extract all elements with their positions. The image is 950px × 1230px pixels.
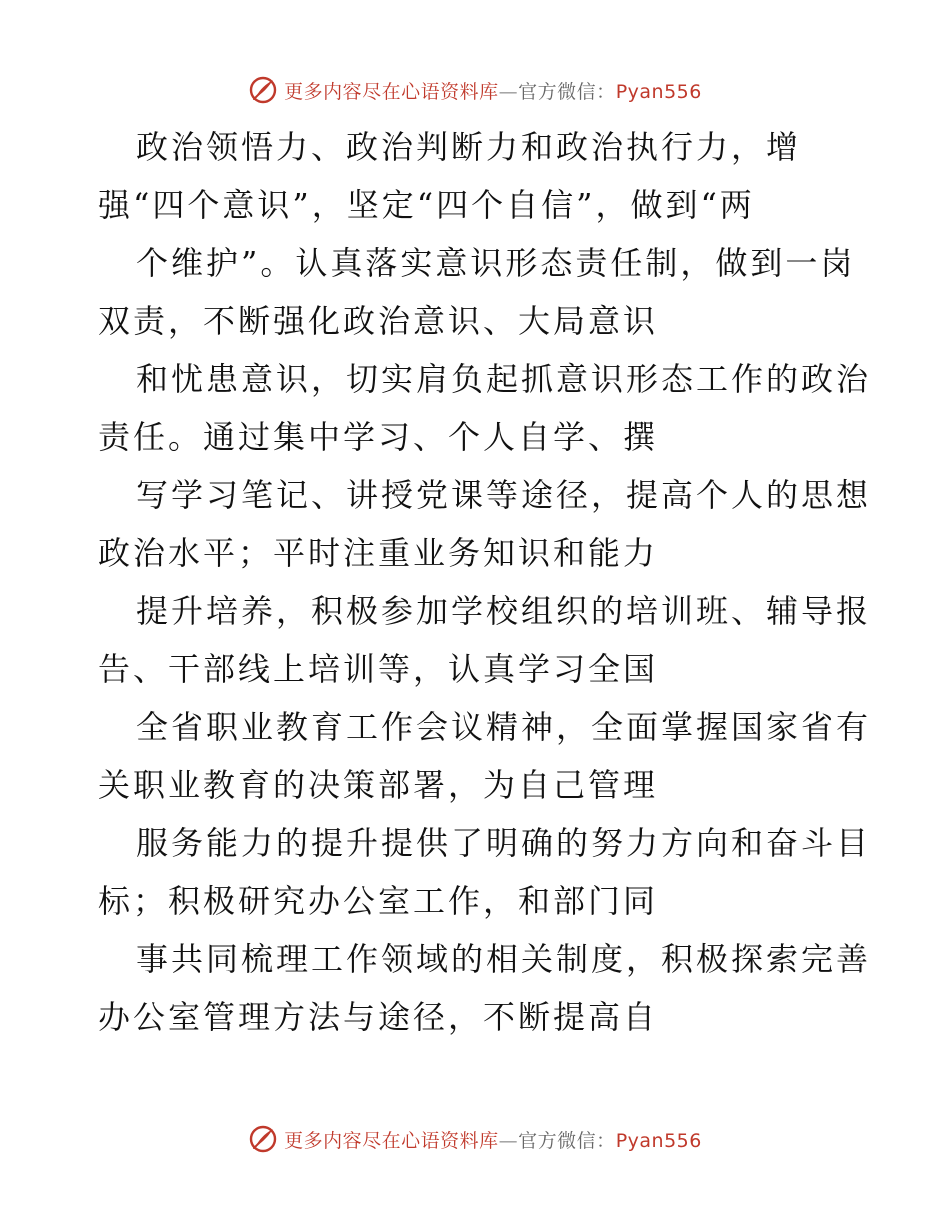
text-line: 关职业教育的决策部署，为自己管理 bbox=[98, 766, 659, 804]
header-watermark bbox=[0, 73, 950, 107]
text-line: 告、干部线上培训等，认真学习全国 bbox=[98, 650, 659, 688]
red-feather-seal-icon bbox=[248, 1124, 278, 1154]
text-line: 提升培养，积极参加学校组织的培训班、辅导报 bbox=[136, 592, 872, 630]
watermark-wechat-label: 官方微信： bbox=[518, 80, 616, 103]
text-line: 和忧患意识，切实肩负起抓意识形态工作的政治 bbox=[136, 360, 872, 398]
text-line: 全省职业教育工作会议精神，全面掌握国家省有 bbox=[136, 708, 872, 746]
footer-watermark bbox=[0, 1122, 950, 1156]
text-line: 办公室管理方法与途径，不断提高自 bbox=[98, 998, 659, 1036]
watermark-text bbox=[284, 1126, 702, 1153]
watermark-separator: — bbox=[498, 1129, 519, 1152]
text-line: 政治水平；平时注重业务知识和能力 bbox=[98, 534, 659, 572]
watermark-site-text: 更多内容尽在心语资料库 bbox=[284, 80, 499, 103]
text-line: 服务能力的提升提供了明确的努力方向和奋斗目 bbox=[136, 824, 872, 862]
text-line: 强“四个意识”，坚定“四个自信”，做到“两 bbox=[98, 186, 755, 224]
body-text bbox=[98, 118, 872, 1046]
text-line: 事共同梳理工作领域的相关制度，积极探索完善 bbox=[136, 940, 872, 978]
text-line: 标；积极研究办公室工作，和部门同 bbox=[98, 882, 659, 920]
text-line: 双责，不断强化政治意识、大局意识 bbox=[98, 302, 659, 340]
text-line: 个维护”。认真落实意识形态责任制，做到一岗 bbox=[136, 244, 856, 282]
watermark-site-text: 更多内容尽在心语资料库 bbox=[284, 1129, 499, 1152]
red-feather-seal-icon bbox=[248, 75, 278, 105]
text-line: 写学习笔记、讲授党课等途径，提高个人的思想 bbox=[136, 476, 872, 514]
watermark-wechat-label: 官方微信： bbox=[518, 1129, 616, 1152]
text-line: 责任。通过集中学习、个人自学、撰 bbox=[98, 418, 659, 456]
watermark-wechat-id: Pyan556 bbox=[615, 80, 702, 103]
text-line: 政治领悟力、政治判断力和政治执行力，增 bbox=[136, 128, 802, 166]
watermark-wechat-id: Pyan556 bbox=[615, 1129, 702, 1152]
watermark-separator: — bbox=[498, 80, 519, 103]
watermark-text bbox=[284, 77, 702, 104]
